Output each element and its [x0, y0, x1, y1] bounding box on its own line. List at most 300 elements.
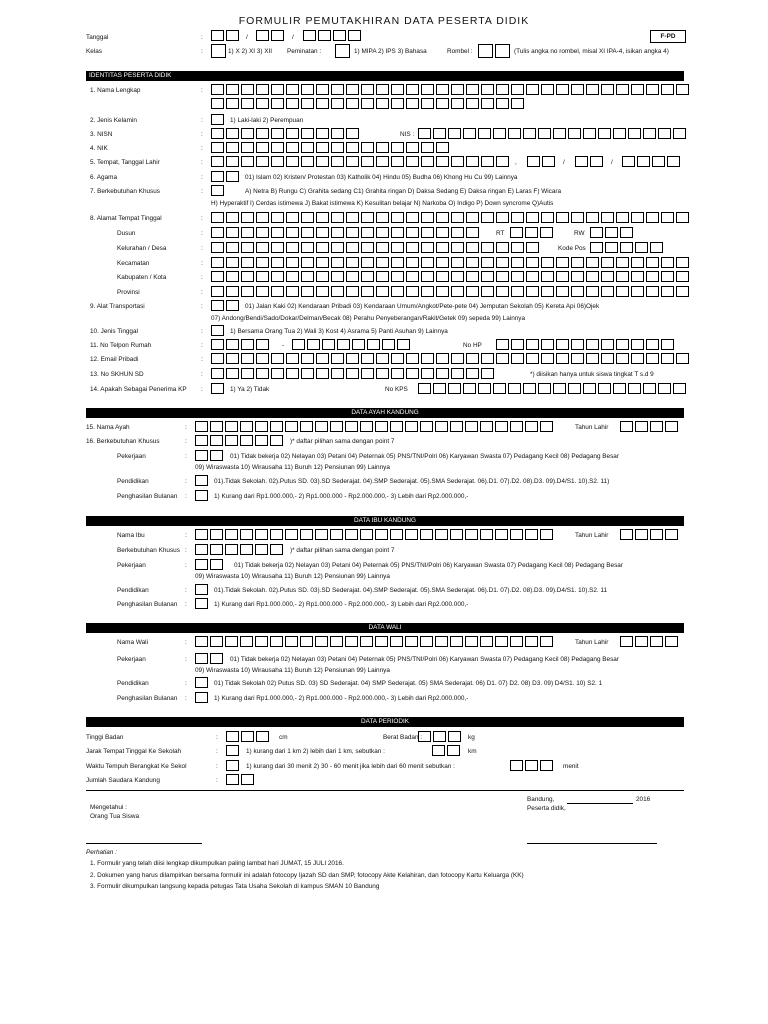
- kecamatan-boxes[interactable]: [211, 257, 691, 268]
- input-box[interactable]: [256, 156, 269, 167]
- input-box[interactable]: [225, 421, 238, 432]
- abk-ayah-boxes[interactable]: [195, 435, 285, 446]
- input-box[interactable]: [466, 84, 479, 95]
- input-box[interactable]: [418, 383, 431, 394]
- input-box[interactable]: [337, 339, 350, 350]
- input-box[interactable]: [523, 383, 536, 394]
- input-box[interactable]: [361, 353, 374, 364]
- input-box[interactable]: [637, 156, 650, 167]
- input-box[interactable]: [631, 353, 644, 364]
- input-box[interactable]: [335, 44, 350, 58]
- input-box[interactable]: [391, 84, 404, 95]
- input-box[interactable]: [465, 421, 478, 432]
- input-box[interactable]: [226, 339, 239, 350]
- input-box[interactable]: [526, 286, 539, 297]
- input-box[interactable]: [676, 84, 689, 95]
- input-box[interactable]: [496, 84, 509, 95]
- input-box[interactable]: [367, 339, 380, 350]
- input-box[interactable]: [241, 339, 254, 350]
- input-box[interactable]: [466, 368, 479, 379]
- input-box[interactable]: [301, 227, 314, 238]
- input-box[interactable]: [676, 271, 689, 282]
- input-box[interactable]: [583, 128, 596, 139]
- input-box[interactable]: [271, 271, 284, 282]
- input-box[interactable]: [376, 286, 389, 297]
- input-box[interactable]: [271, 257, 284, 268]
- input-box[interactable]: [226, 98, 239, 109]
- nis-boxes[interactable]: [418, 128, 688, 139]
- input-box[interactable]: [406, 286, 419, 297]
- tahun-lahir-ibu-boxes[interactable]: [620, 529, 680, 540]
- input-box[interactable]: [330, 529, 343, 540]
- input-box[interactable]: [511, 257, 524, 268]
- input-box[interactable]: [271, 353, 284, 364]
- input-box[interactable]: [620, 242, 633, 253]
- nama-ibu-boxes[interactable]: [195, 529, 555, 540]
- nisn-boxes[interactable]: [211, 128, 361, 139]
- input-box[interactable]: [433, 731, 446, 742]
- input-box[interactable]: [421, 242, 434, 253]
- input-box[interactable]: [286, 156, 299, 167]
- input-box[interactable]: [421, 84, 434, 95]
- input-box[interactable]: [301, 98, 314, 109]
- input-box[interactable]: [631, 212, 644, 223]
- input-box[interactable]: [346, 271, 359, 282]
- input-box[interactable]: [480, 421, 493, 432]
- input-box[interactable]: [211, 30, 224, 41]
- input-box[interactable]: [195, 677, 208, 688]
- input-box[interactable]: [556, 271, 569, 282]
- input-box[interactable]: [406, 257, 419, 268]
- input-box[interactable]: [271, 156, 284, 167]
- input-box[interactable]: [210, 421, 223, 432]
- input-box[interactable]: [391, 142, 404, 153]
- input-box[interactable]: [463, 383, 476, 394]
- input-box[interactable]: [436, 286, 449, 297]
- input-box[interactable]: [435, 529, 448, 540]
- input-box[interactable]: [526, 271, 539, 282]
- tgl-lahir-month-boxes[interactable]: [575, 156, 605, 167]
- input-box[interactable]: [225, 636, 238, 647]
- nama-ayah-boxes[interactable]: [195, 421, 555, 432]
- input-box[interactable]: [361, 271, 374, 282]
- input-box[interactable]: [316, 156, 329, 167]
- input-box[interactable]: [271, 212, 284, 223]
- input-box[interactable]: [346, 242, 359, 253]
- input-box[interactable]: [241, 774, 254, 785]
- input-box[interactable]: [406, 242, 419, 253]
- input-box[interactable]: [465, 636, 478, 647]
- pekerjaan-ibu-boxes[interactable]: [195, 559, 225, 570]
- input-box[interactable]: [346, 156, 359, 167]
- input-box[interactable]: [256, 30, 269, 41]
- input-box[interactable]: [481, 242, 494, 253]
- input-box[interactable]: [286, 98, 299, 109]
- input-box[interactable]: [496, 353, 509, 364]
- input-box[interactable]: [348, 30, 361, 41]
- input-box[interactable]: [421, 98, 434, 109]
- input-box[interactable]: [375, 529, 388, 540]
- input-box[interactable]: [451, 212, 464, 223]
- input-box[interactable]: [480, 529, 493, 540]
- input-box[interactable]: [586, 339, 599, 350]
- input-box[interactable]: [406, 353, 419, 364]
- input-box[interactable]: [211, 156, 224, 167]
- transportasi-boxes[interactable]: [211, 300, 241, 311]
- input-box[interactable]: [292, 339, 305, 350]
- kps-box[interactable]: [211, 383, 226, 394]
- input-box[interactable]: [376, 353, 389, 364]
- input-box[interactable]: [240, 529, 253, 540]
- input-box[interactable]: [541, 353, 554, 364]
- input-box[interactable]: [346, 353, 359, 364]
- pendidikan-ayah-box[interactable]: [195, 475, 210, 486]
- input-box[interactable]: [211, 286, 224, 297]
- input-box[interactable]: [436, 368, 449, 379]
- input-box[interactable]: [620, 421, 633, 432]
- input-box[interactable]: [316, 212, 329, 223]
- input-box[interactable]: [211, 383, 224, 394]
- input-box[interactable]: [301, 242, 314, 253]
- input-box[interactable]: [376, 142, 389, 153]
- input-box[interactable]: [433, 383, 446, 394]
- input-box[interactable]: [481, 257, 494, 268]
- input-box[interactable]: [466, 271, 479, 282]
- input-box[interactable]: [436, 142, 449, 153]
- input-box[interactable]: [616, 84, 629, 95]
- input-box[interactable]: [331, 142, 344, 153]
- input-box[interactable]: [448, 383, 461, 394]
- input-box[interactable]: [466, 257, 479, 268]
- input-box[interactable]: [315, 636, 328, 647]
- input-box[interactable]: [391, 286, 404, 297]
- input-box[interactable]: [211, 128, 224, 139]
- input-box[interactable]: [526, 212, 539, 223]
- input-box[interactable]: [465, 529, 478, 540]
- input-box[interactable]: [511, 286, 524, 297]
- input-box[interactable]: [211, 300, 224, 311]
- input-box[interactable]: [195, 544, 208, 555]
- input-box[interactable]: [451, 242, 464, 253]
- input-box[interactable]: [226, 353, 239, 364]
- input-box[interactable]: [225, 435, 238, 446]
- input-box[interactable]: [571, 353, 584, 364]
- input-box[interactable]: [540, 760, 553, 771]
- input-box[interactable]: [541, 84, 554, 95]
- input-box[interactable]: [541, 286, 554, 297]
- input-box[interactable]: [255, 529, 268, 540]
- input-box[interactable]: [526, 84, 539, 95]
- input-box[interactable]: [406, 84, 419, 95]
- input-box[interactable]: [601, 212, 614, 223]
- input-box[interactable]: [676, 257, 689, 268]
- input-box[interactable]: [330, 421, 343, 432]
- input-box[interactable]: [451, 286, 464, 297]
- input-box[interactable]: [375, 636, 388, 647]
- input-box[interactable]: [330, 636, 343, 647]
- input-box[interactable]: [226, 300, 239, 311]
- input-box[interactable]: [361, 257, 374, 268]
- input-box[interactable]: [451, 353, 464, 364]
- input-box[interactable]: [527, 156, 540, 167]
- input-box[interactable]: [270, 636, 283, 647]
- input-box[interactable]: [511, 84, 524, 95]
- input-box[interactable]: [448, 731, 461, 742]
- input-box[interactable]: [301, 353, 314, 364]
- input-box[interactable]: [451, 271, 464, 282]
- input-box[interactable]: [643, 383, 656, 394]
- input-box[interactable]: [285, 636, 298, 647]
- input-box[interactable]: [226, 774, 239, 785]
- input-box[interactable]: [652, 156, 665, 167]
- input-box[interactable]: [676, 212, 689, 223]
- input-box[interactable]: [661, 257, 674, 268]
- waktu-menit-boxes[interactable]: [510, 760, 555, 771]
- input-box[interactable]: [496, 271, 509, 282]
- jarak-km-boxes[interactable]: [432, 745, 462, 756]
- input-box[interactable]: [211, 44, 226, 58]
- input-box[interactable]: [331, 128, 344, 139]
- input-box[interactable]: [667, 156, 680, 167]
- input-box[interactable]: [421, 368, 434, 379]
- input-box[interactable]: [376, 257, 389, 268]
- input-box[interactable]: [631, 257, 644, 268]
- input-box[interactable]: [406, 271, 419, 282]
- input-box[interactable]: [418, 731, 431, 742]
- input-box[interactable]: [556, 339, 569, 350]
- input-box[interactable]: [646, 339, 659, 350]
- input-box[interactable]: [256, 257, 269, 268]
- input-box[interactable]: [661, 353, 674, 364]
- input-box[interactable]: [646, 84, 659, 95]
- rw-boxes[interactable]: [590, 227, 635, 238]
- input-box[interactable]: [432, 745, 445, 756]
- input-box[interactable]: [256, 212, 269, 223]
- input-box[interactable]: [331, 368, 344, 379]
- penghasilan-ayah-box[interactable]: [195, 490, 210, 501]
- input-box[interactable]: [466, 156, 479, 167]
- input-box[interactable]: [510, 227, 523, 238]
- input-box[interactable]: [376, 227, 389, 238]
- input-box[interactable]: [195, 421, 208, 432]
- input-box[interactable]: [382, 339, 395, 350]
- input-box[interactable]: [420, 421, 433, 432]
- input-box[interactable]: [631, 339, 644, 350]
- abk-ibu-boxes[interactable]: [195, 544, 285, 555]
- input-box[interactable]: [270, 435, 283, 446]
- nama-wali-boxes[interactable]: [195, 636, 555, 647]
- input-box[interactable]: [345, 421, 358, 432]
- input-box[interactable]: [226, 156, 239, 167]
- input-box[interactable]: [538, 128, 551, 139]
- rt-boxes[interactable]: [510, 227, 555, 238]
- input-box[interactable]: [673, 128, 686, 139]
- kelas-box[interactable]: [211, 44, 228, 58]
- input-box[interactable]: [286, 271, 299, 282]
- input-box[interactable]: [496, 257, 509, 268]
- input-box[interactable]: [361, 286, 374, 297]
- input-box[interactable]: [418, 128, 431, 139]
- input-box[interactable]: [406, 212, 419, 223]
- input-box[interactable]: [605, 242, 618, 253]
- input-box[interactable]: [571, 286, 584, 297]
- rombel-boxes[interactable]: [478, 44, 512, 58]
- input-box[interactable]: [315, 421, 328, 432]
- input-box[interactable]: [541, 212, 554, 223]
- input-box[interactable]: [525, 636, 538, 647]
- kode-pos-boxes[interactable]: [590, 242, 665, 253]
- input-box[interactable]: [241, 271, 254, 282]
- input-box[interactable]: [240, 636, 253, 647]
- pekerjaan-ayah-boxes[interactable]: [195, 450, 225, 461]
- input-box[interactable]: [421, 227, 434, 238]
- hp-boxes[interactable]: [496, 339, 676, 350]
- input-box[interactable]: [256, 353, 269, 364]
- input-box[interactable]: [301, 142, 314, 153]
- input-box[interactable]: [540, 227, 553, 238]
- input-box[interactable]: [322, 339, 335, 350]
- input-box[interactable]: [391, 156, 404, 167]
- input-box[interactable]: [241, 257, 254, 268]
- input-box[interactable]: [301, 368, 314, 379]
- input-box[interactable]: [553, 128, 566, 139]
- input-box[interactable]: [420, 529, 433, 540]
- input-box[interactable]: [241, 142, 254, 153]
- input-box[interactable]: [256, 227, 269, 238]
- input-box[interactable]: [241, 353, 254, 364]
- input-box[interactable]: [466, 227, 479, 238]
- input-box[interactable]: [553, 383, 566, 394]
- input-box[interactable]: [195, 653, 208, 664]
- input-box[interactable]: [646, 212, 659, 223]
- input-box[interactable]: [376, 84, 389, 95]
- input-box[interactable]: [658, 128, 671, 139]
- input-box[interactable]: [525, 421, 538, 432]
- input-box[interactable]: [286, 286, 299, 297]
- input-box[interactable]: [271, 286, 284, 297]
- tahun-lahir-wali-boxes[interactable]: [620, 636, 680, 647]
- input-box[interactable]: [481, 98, 494, 109]
- input-box[interactable]: [307, 339, 320, 350]
- input-box[interactable]: [605, 227, 618, 238]
- input-box[interactable]: [270, 421, 283, 432]
- input-box[interactable]: [195, 636, 208, 647]
- input-box[interactable]: [256, 142, 269, 153]
- input-box[interactable]: [211, 227, 224, 238]
- input-box[interactable]: [450, 421, 463, 432]
- input-box[interactable]: [346, 128, 359, 139]
- input-box[interactable]: [285, 421, 298, 432]
- input-box[interactable]: [436, 257, 449, 268]
- input-box[interactable]: [211, 271, 224, 282]
- jenis-tinggal-box[interactable]: [211, 325, 226, 336]
- input-box[interactable]: [352, 339, 365, 350]
- input-box[interactable]: [586, 257, 599, 268]
- input-box[interactable]: [211, 185, 224, 196]
- pendidikan-ibu-box[interactable]: [195, 584, 210, 595]
- input-box[interactable]: [286, 128, 299, 139]
- input-box[interactable]: [568, 383, 581, 394]
- input-box[interactable]: [481, 368, 494, 379]
- input-box[interactable]: [345, 636, 358, 647]
- tinggi-badan-boxes[interactable]: [226, 731, 271, 742]
- input-box[interactable]: [406, 98, 419, 109]
- input-box[interactable]: [447, 745, 460, 756]
- input-box[interactable]: [303, 30, 316, 41]
- input-box[interactable]: [226, 760, 239, 771]
- input-box[interactable]: [481, 271, 494, 282]
- input-box[interactable]: [590, 242, 603, 253]
- input-box[interactable]: [525, 760, 538, 771]
- input-box[interactable]: [241, 227, 254, 238]
- input-box[interactable]: [271, 227, 284, 238]
- input-box[interactable]: [586, 271, 599, 282]
- jarak-box[interactable]: [226, 745, 241, 756]
- tanggal-month-boxes[interactable]: [256, 30, 286, 41]
- peminatan-box[interactable]: [335, 44, 352, 58]
- input-box[interactable]: [316, 242, 329, 253]
- input-box[interactable]: [575, 156, 588, 167]
- input-box[interactable]: [525, 529, 538, 540]
- pendidikan-wali-box[interactable]: [195, 677, 210, 688]
- input-box[interactable]: [211, 325, 224, 336]
- input-box[interactable]: [620, 227, 633, 238]
- input-box[interactable]: [210, 529, 223, 540]
- input-box[interactable]: [436, 84, 449, 95]
- input-box[interactable]: [601, 339, 614, 350]
- input-box[interactable]: [241, 128, 254, 139]
- input-box[interactable]: [511, 242, 524, 253]
- input-box[interactable]: [448, 128, 461, 139]
- input-box[interactable]: [240, 544, 253, 555]
- input-box[interactable]: [628, 383, 641, 394]
- input-box[interactable]: [661, 286, 674, 297]
- input-box[interactable]: [240, 435, 253, 446]
- input-box[interactable]: [451, 227, 464, 238]
- input-box[interactable]: [331, 242, 344, 253]
- input-box[interactable]: [616, 257, 629, 268]
- input-box[interactable]: [225, 529, 238, 540]
- pekerjaan-wali-boxes[interactable]: [195, 653, 225, 664]
- input-box[interactable]: [255, 435, 268, 446]
- input-box[interactable]: [211, 353, 224, 364]
- tanggal-year-boxes[interactable]: [303, 30, 363, 41]
- input-box[interactable]: [361, 242, 374, 253]
- input-box[interactable]: [646, 353, 659, 364]
- input-box[interactable]: [316, 353, 329, 364]
- input-box[interactable]: [316, 142, 329, 153]
- input-box[interactable]: [511, 339, 524, 350]
- input-box[interactable]: [226, 731, 239, 742]
- input-box[interactable]: [478, 44, 493, 58]
- input-box[interactable]: [226, 171, 239, 182]
- input-box[interactable]: [211, 212, 224, 223]
- input-box[interactable]: [240, 421, 253, 432]
- input-box[interactable]: [271, 30, 284, 41]
- input-box[interactable]: [650, 421, 663, 432]
- input-box[interactable]: [286, 142, 299, 153]
- input-box[interactable]: [331, 271, 344, 282]
- input-box[interactable]: [211, 368, 224, 379]
- input-box[interactable]: [510, 760, 523, 771]
- input-box[interactable]: [226, 745, 239, 756]
- input-box[interactable]: [346, 286, 359, 297]
- input-box[interactable]: [616, 286, 629, 297]
- input-box[interactable]: [620, 636, 633, 647]
- input-box[interactable]: [226, 227, 239, 238]
- input-box[interactable]: [316, 84, 329, 95]
- input-box[interactable]: [601, 271, 614, 282]
